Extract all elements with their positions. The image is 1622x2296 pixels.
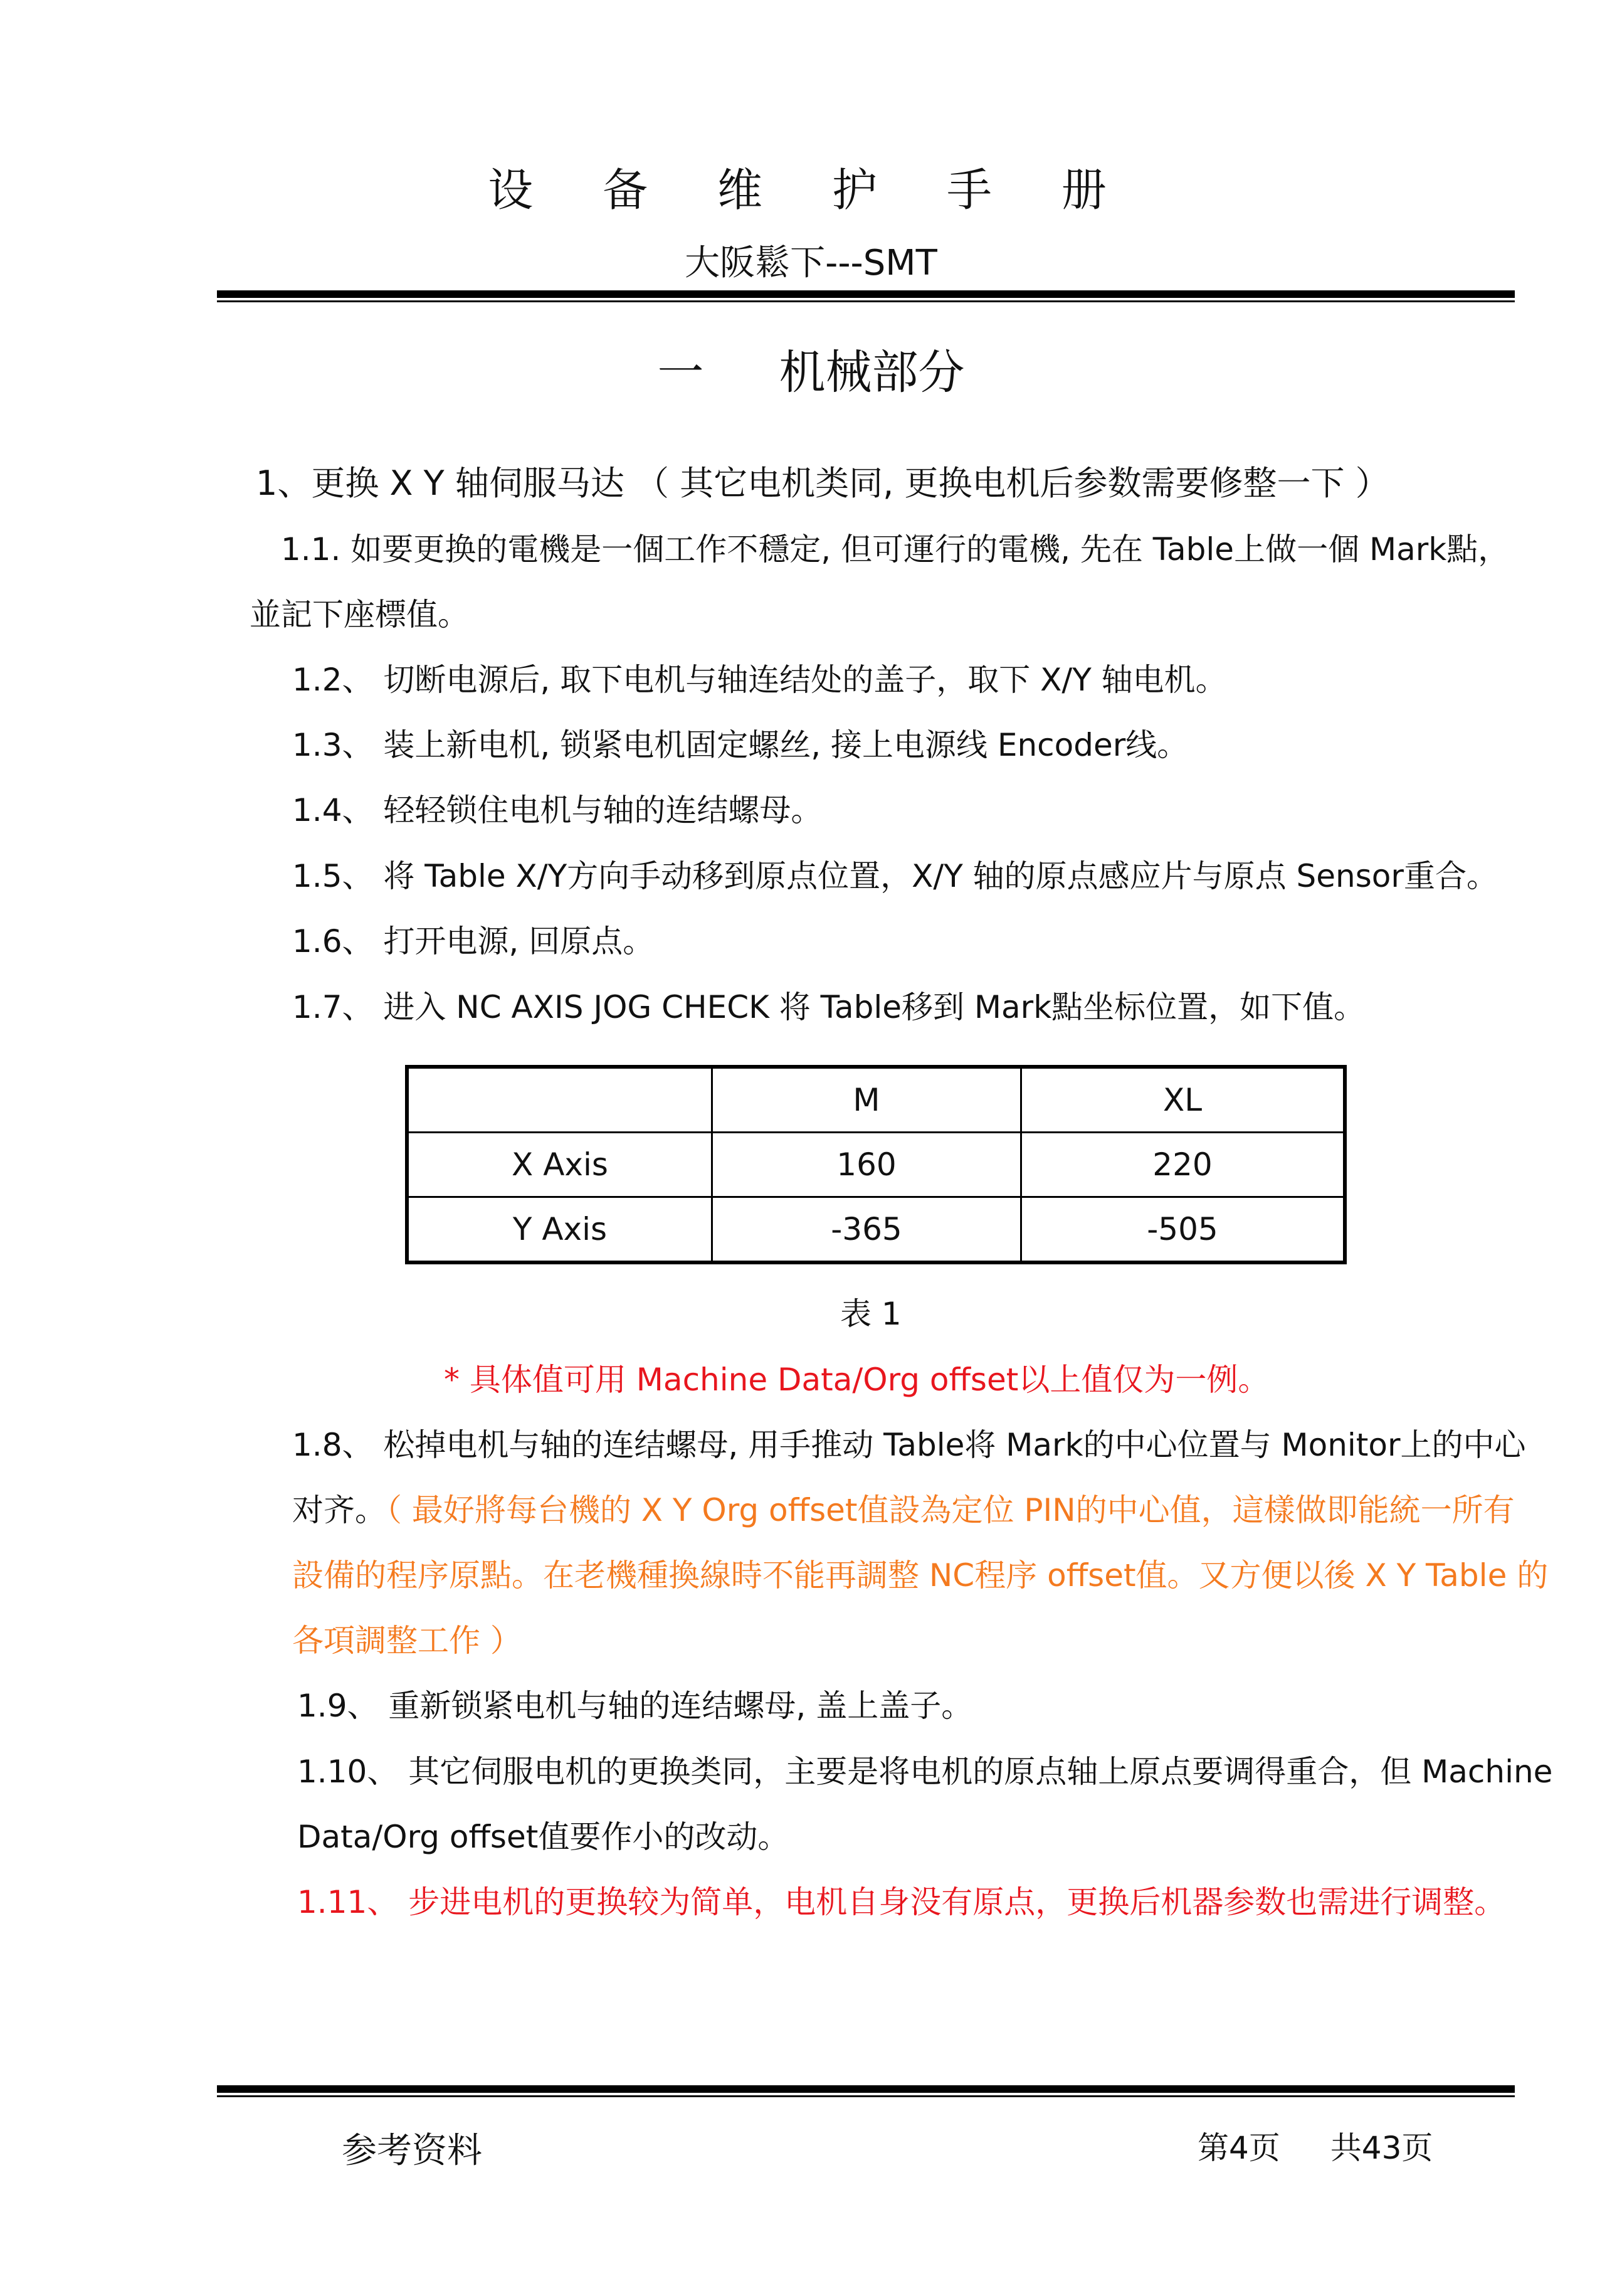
step-1-7: 1.7、 进入 NC AXIS JOG CHECK 将 Table移到 Mark點坐标位置，如下值。 bbox=[292, 989, 1366, 1025]
table-cell: 220 bbox=[1021, 1133, 1346, 1197]
table-cell: 160 bbox=[712, 1133, 1021, 1197]
step-1-11: 1.11、 步进电机的更换较为简单，电机自身没有原点，更换后机器参数也需进行调整。 bbox=[297, 1884, 1506, 1920]
step-1-8-line-2 bbox=[292, 1485, 1515, 1530]
header-rule-thin bbox=[217, 300, 1515, 302]
step-1-9: 1.9、 重新锁紧电机与轴的连结螺母, 盖上盖子。 bbox=[297, 1688, 973, 1724]
document-title: 设 备 维 护 手 册 bbox=[488, 164, 1134, 216]
footer-page-info bbox=[1198, 2123, 1433, 2168]
section-heading: 1、更换 X Y 轴伺服马达 （ 其它电机类同, 更换电机后参数需要修整一下 ） bbox=[256, 463, 1389, 503]
table-cell: X Axis bbox=[407, 1133, 712, 1197]
table-header-cell: M bbox=[712, 1067, 1021, 1133]
table-header-cell: XL bbox=[1021, 1067, 1346, 1133]
table-cell: -505 bbox=[1021, 1197, 1346, 1263]
step-1-8-line-3: 設備的程序原點。在老機種換線時不能再調整 NC程序 offset值。又方便以後 X Y Table 的 bbox=[292, 1557, 1549, 1594]
step-1-8-line-4: 各項調整工作 ） bbox=[292, 1622, 522, 1659]
step-1-6: 1.6、 打开电源, 回原点。 bbox=[292, 923, 655, 960]
page-total: 共43页 bbox=[1330, 2130, 1433, 2166]
footer-rule-thin bbox=[217, 2095, 1515, 2097]
table-caption: 表 1 bbox=[840, 1296, 902, 1332]
step-1-1-line-1: 1.1. 如要更换的電機是一個工作不穩定, 但可運行的電機, 先在 Table上做一個 Mark點， bbox=[281, 531, 1510, 568]
document-subtitle: 大阪鬆下---SMT bbox=[685, 243, 937, 283]
footer-reference-label: 参考资料 bbox=[342, 2130, 482, 2171]
chapter-title: 机械部分 bbox=[779, 346, 965, 399]
table-row bbox=[407, 1133, 1345, 1197]
step-1-3: 1.3、 装上新电机, 锁紧电机固定螺丝, 接上电源线 Encoder线。 bbox=[292, 727, 1189, 763]
table-cell: Y Axis bbox=[407, 1197, 712, 1263]
example-note: * 具体值可用 Machine Data/Org offset以上值仅为一例。 bbox=[444, 1362, 1270, 1398]
step-1-5: 1.5、 将 Table X/Y方向手动移到原点位置，X/Y 轴的原点感应片与原点 Sensor重合。 bbox=[292, 858, 1498, 894]
step-1-2: 1.2、 切断电源后, 取下电机与轴连结处的盖子，取下 X/Y 轴电机。 bbox=[292, 662, 1227, 698]
step-1-10-line-1: 1.10、 其它伺服电机的更换类同，主要是将电机的原点轴上原点要调得重合，但 Machine bbox=[297, 1754, 1553, 1790]
step-1-8-remark: （ 最好將每台機的 X Y Org offset值設為定位 PIN的中心值，這樣做即能統一所有 bbox=[386, 1492, 1515, 1528]
table-row bbox=[407, 1197, 1345, 1263]
header-rule-thick bbox=[217, 290, 1515, 298]
table-cell: -365 bbox=[712, 1197, 1021, 1263]
axis-coordinates-table bbox=[405, 1065, 1347, 1264]
table-header-row bbox=[407, 1067, 1345, 1133]
table-header-cell bbox=[407, 1067, 712, 1133]
step-1-4: 1.4、 轻轻锁住电机与轴的连结螺母。 bbox=[292, 792, 823, 828]
chapter-heading bbox=[0, 336, 1622, 402]
step-1-8-text: 对齐。 bbox=[292, 1492, 386, 1528]
step-1-1-line-2: 並記下座標值。 bbox=[250, 596, 469, 633]
page-number: 第4页 bbox=[1198, 2130, 1280, 2166]
step-1-8-line-1: 1.8、 松掉电机与轴的连结螺母, 用手推动 Table将 Mark的中心位置与 Monitor上的中心 bbox=[292, 1427, 1526, 1463]
step-1-10-line-2: Data/Org offset值要作小的改动。 bbox=[297, 1819, 789, 1855]
footer-rule-thick bbox=[217, 2085, 1515, 2093]
chapter-number: 一 bbox=[657, 346, 704, 399]
